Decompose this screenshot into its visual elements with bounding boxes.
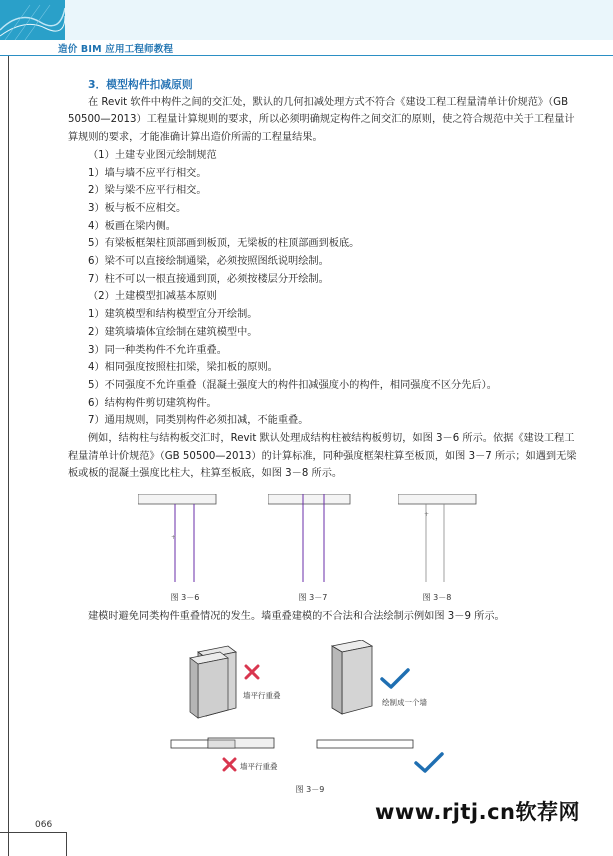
subsection-title: （2）土建模型扣减基本原则 <box>88 291 217 303</box>
check-icon <box>380 668 410 694</box>
footer-divider <box>0 832 66 833</box>
example-paragraph: 例如，结构柱与结构板交汇时，Revit 默认处理成结构柱被结构板剪切，如图 3－6 所示。依据《建设工程工程量清单计价规范》（GB 50500—2013）的计算标准，同种强度框架柱算至板顶，如图 3－7 所示；如遇到无梁板或板的混凝土强度比柱大，柱算至板底，如图 3－8 所示。 <box>68 433 577 480</box>
list-item: 6）结构构件剪切建筑构件。 <box>88 397 217 409</box>
label-one-wall: 绘制成一个墙 <box>382 698 427 707</box>
list-item: 1）建筑模型和结构模型宜分开绘制。 <box>88 309 258 321</box>
single-wall-3d <box>328 640 378 724</box>
cross-icon <box>244 664 260 684</box>
svg-text:+: + <box>424 511 430 518</box>
list-item: 3）板与板不应相交。 <box>88 202 187 214</box>
list-item: 7）通用规则，同类别构件必须扣减，不能重叠。 <box>88 415 309 427</box>
list-item: 5）不同强度不允许重叠（混凝土强度大的构件扣减强度小的构件，相同强度不区分先后）。 <box>88 379 497 391</box>
label-overlap-wall: 墙平行重叠 <box>243 691 281 700</box>
overlapping-walls-plan <box>170 736 280 756</box>
check-icon <box>414 752 444 778</box>
list-item: 6）梁不可以直接绘制通梁，必须按照图纸说明绘制。 <box>88 256 329 268</box>
note-paragraph: 建模时避免同类构件重叠情况的发生。墙重叠建模的不合法和合法绘制示例如图 3－9 所示。 <box>88 611 505 622</box>
figure-3-8 <box>398 494 478 588</box>
cross-icon <box>222 757 237 776</box>
figure-3-7 <box>268 494 352 588</box>
footer-divider <box>66 832 67 856</box>
list-item: 3）同一种类构件不允许重叠。 <box>88 344 227 356</box>
list-item: 2）梁与梁不应平行相交。 <box>88 185 207 197</box>
header-band <box>65 0 613 40</box>
intro-paragraph: 在 Revit 软件中构件之间的交汇处，默认的几何扣减处理方式不符合《建设工程工程量清单计价规范》（GB 50500—2013）工程量计算规则的要求，所以必须明确规定构件之间交汇的原则，使之符合规范中关于工程量计算规则的要求，才能准确计算出造价所需的工程量结果。 <box>68 96 575 144</box>
list-item: 4）板画在梁内侧。 <box>88 220 176 232</box>
margin-rule <box>8 56 9 856</box>
list-item: 5）有梁板框架柱顶部画到板顶，无梁板的柱顶部画到板底。 <box>88 238 360 250</box>
watermark: www.rjtj.cn软荐网 <box>375 800 581 824</box>
list-item: 1）墙与墙不应平行相交。 <box>88 167 207 179</box>
single-wall-plan <box>316 736 416 756</box>
list-item: 7）柱不可以一根直接通到顶，必须按楼层分开绘制。 <box>88 273 329 285</box>
figure-caption: 图 3－9 <box>295 785 325 794</box>
page-number: 066 <box>35 820 53 830</box>
overlapping-walls-3d <box>188 644 248 723</box>
page-header <box>0 0 613 58</box>
book-title: 造价 BIM 应用工程师教程 <box>58 44 174 55</box>
figure-3-6 <box>138 494 218 588</box>
figure-caption: 图 3－6 <box>170 593 200 602</box>
header-divider <box>0 55 613 56</box>
list-item: 2）建筑墙墙体宜绘制在建筑模型中。 <box>88 326 258 338</box>
subsection-title: （1）土建专业图元绘制规范 <box>88 149 217 161</box>
page-body <box>68 76 583 483</box>
figure-caption: 图 3－8 <box>422 593 452 602</box>
header-decoration <box>0 0 65 40</box>
figure-caption: 图 3－7 <box>298 593 328 602</box>
list-item: 4）相同强度按照柱扣梁，梁扣板的原则。 <box>88 362 278 374</box>
label-overlap-wall-plan: 墙平行重叠 <box>240 762 278 771</box>
svg-text:+: + <box>171 534 177 541</box>
section-title: 3．模型构件扣减原则 <box>88 78 193 91</box>
